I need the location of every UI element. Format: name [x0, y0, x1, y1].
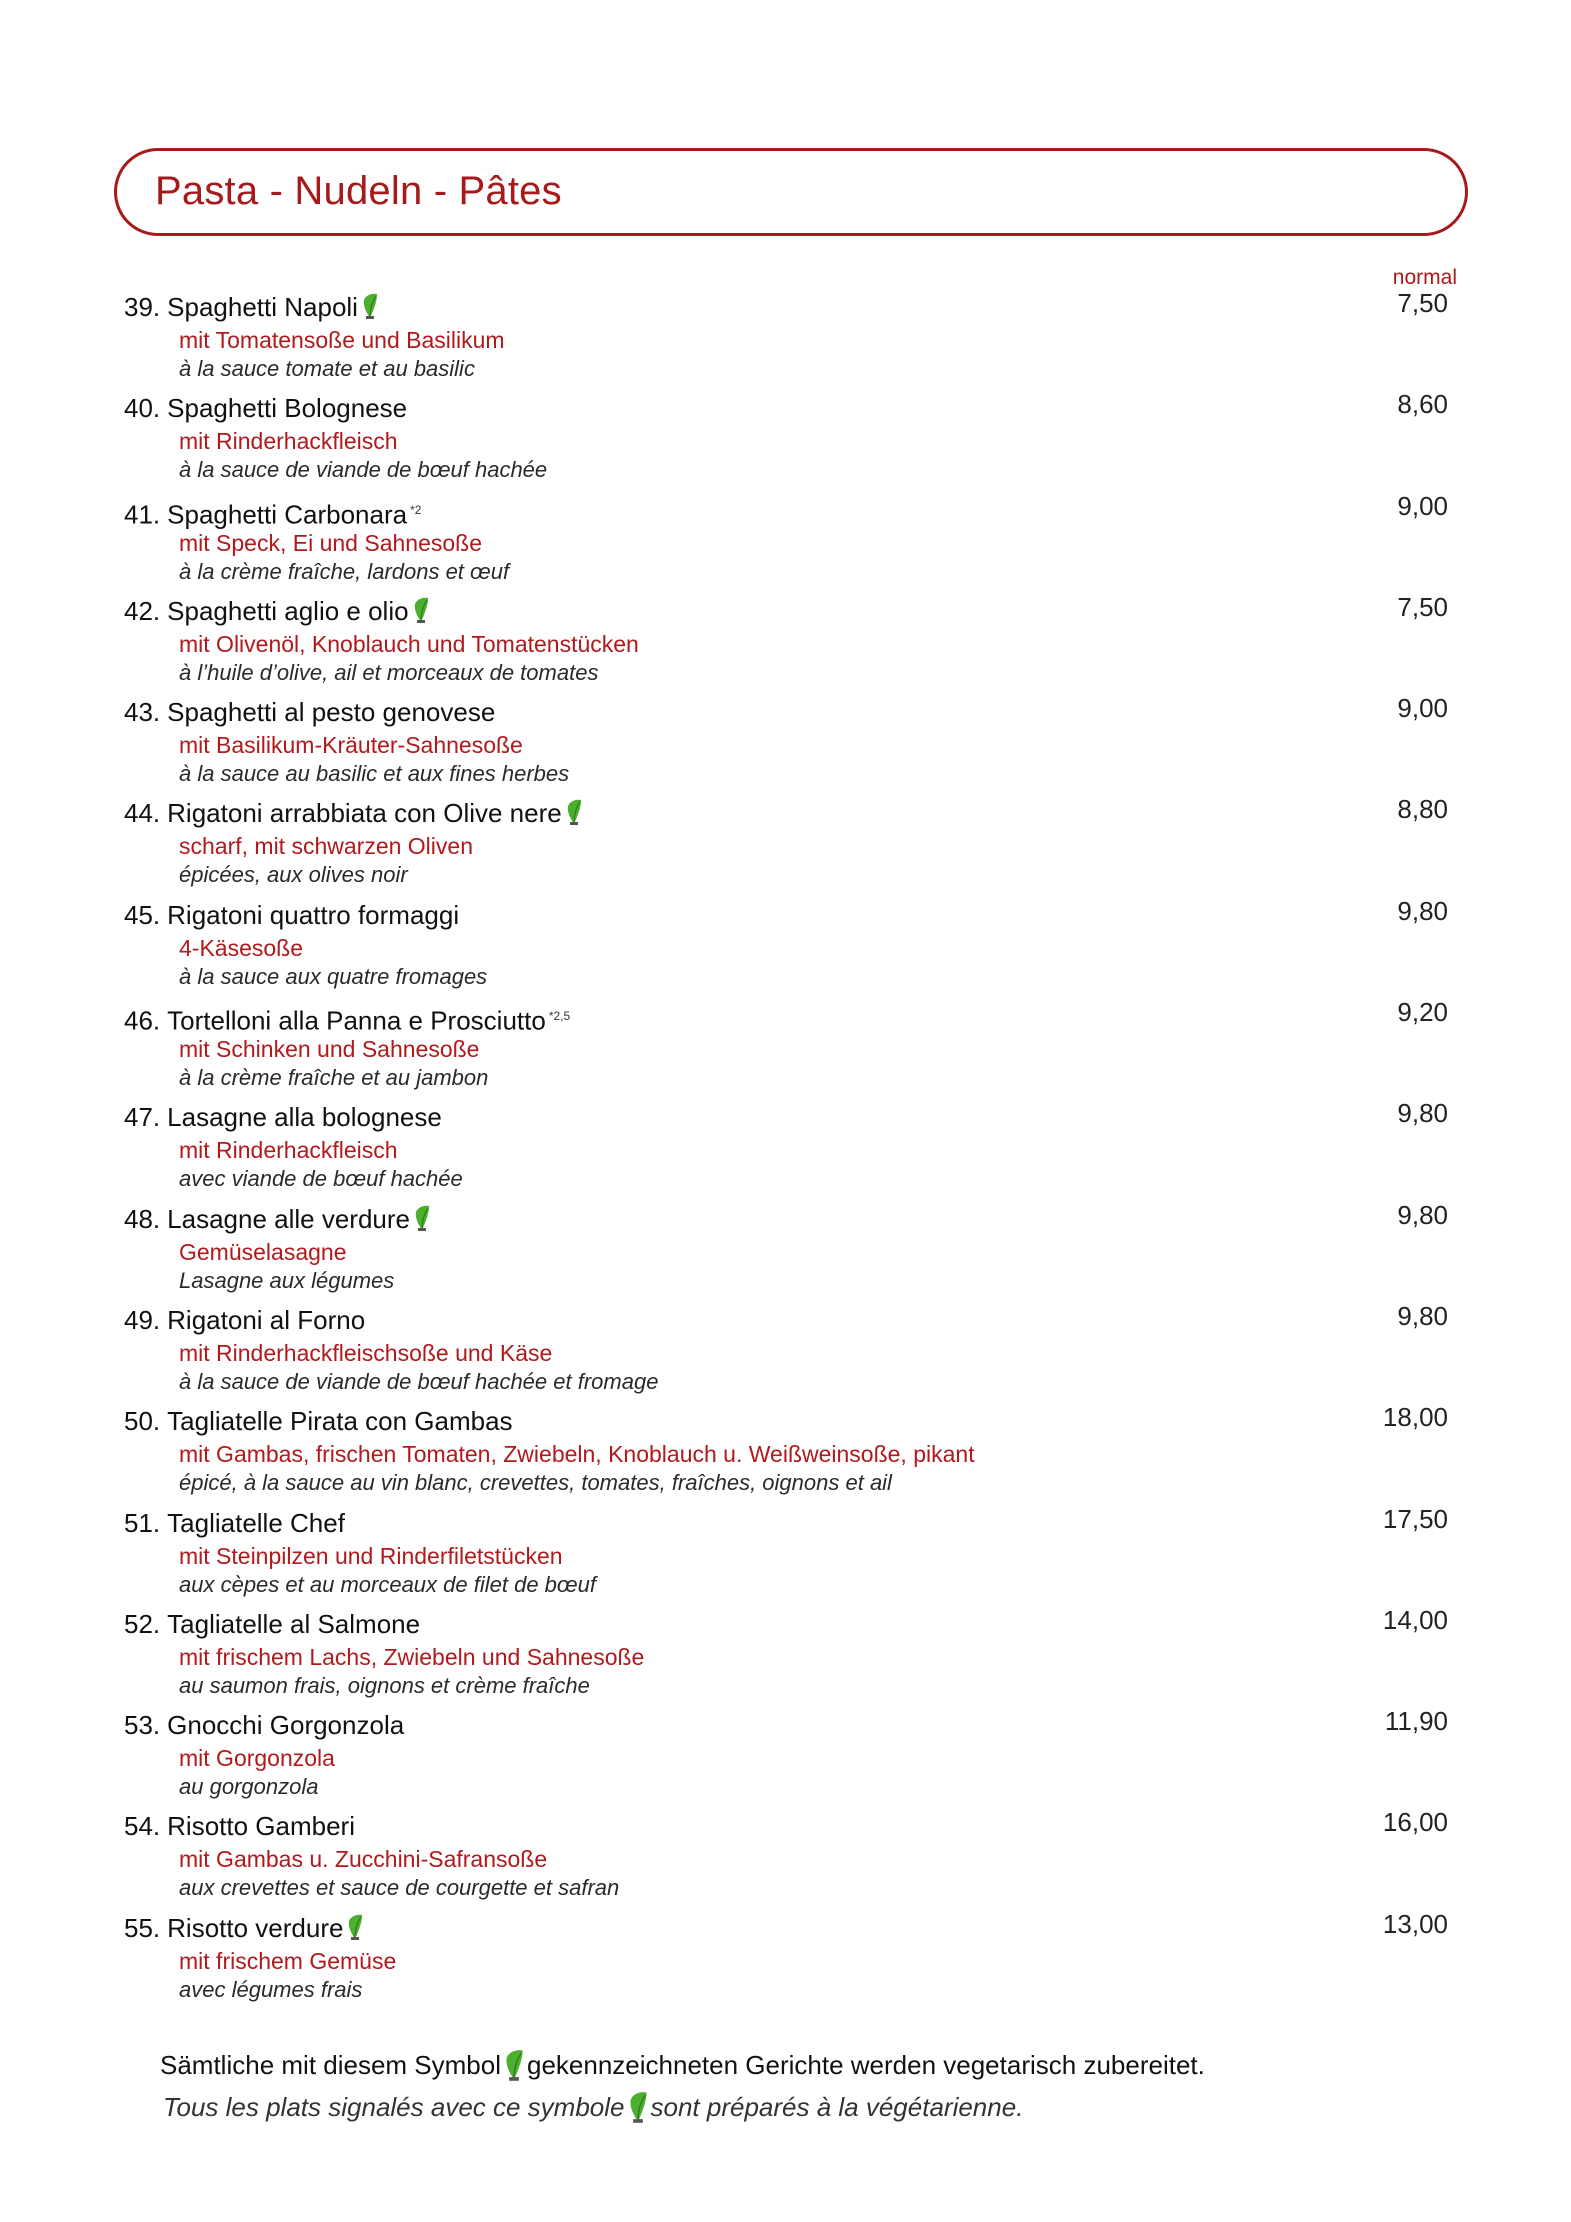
- dish-description-de: mit Steinpilzen und Rinderfiletstücken: [179, 1542, 563, 1569]
- menu-item: [124, 895, 1458, 1001]
- dish-title: [124, 1001, 570, 1036]
- menu-item: [124, 591, 1458, 697]
- dish-number: 49.: [124, 1304, 161, 1335]
- dish-number: 55.: [124, 1912, 161, 1943]
- vegetarian-leaf-icon: [361, 292, 379, 320]
- dish-name: Lasagne alla bolognese: [167, 1102, 442, 1133]
- menu-item: [124, 1098, 1458, 1203]
- menu-item: [124, 1807, 1458, 1912]
- dish-number: 50.: [124, 1406, 161, 1437]
- menu-list: [124, 288, 1458, 2014]
- dish-title: [124, 393, 407, 423]
- dish-description-fr: épicé, à la sauce au vin blanc, crevettes, tomates, fraîches, oignons et ail: [179, 1470, 892, 1496]
- dish-price: 9,80: [1397, 895, 1448, 926]
- dish-name: Rigatoni quattro formaggi: [167, 899, 460, 930]
- dish-price: 11,90: [1384, 1706, 1448, 1737]
- dish-description-de: mit Basilikum-Kräuter-Sahnesoße: [179, 732, 523, 759]
- dish-description-fr: à l’huile d’olive, ail et morceaux de tomates: [179, 659, 599, 685]
- dish-price: 17,50: [1382, 1503, 1448, 1534]
- dish-description-de: mit Gambas u. Zucchini-Safransoße: [179, 1846, 548, 1873]
- footer-vegetarian-note-de: [160, 2048, 1205, 2082]
- menu-item: [124, 1300, 1458, 1406]
- dish-name: Risotto Gamberi: [167, 1811, 355, 1842]
- dish-description-de: mit frischem Lachs, Zwiebeln und Sahnesoße: [179, 1643, 645, 1670]
- dish-price: 9,00: [1397, 693, 1448, 724]
- dish-description-de: mit frischem Gemüse: [179, 1947, 397, 1974]
- menu-item: [124, 288, 1458, 393]
- dish-number: 54.: [124, 1811, 161, 1842]
- price-column-label: normal: [1392, 266, 1457, 289]
- dish-name: Gnocchi Gorgonzola: [167, 1710, 405, 1741]
- dish-price: 9,20: [1397, 997, 1448, 1028]
- dish-description-fr: à la sauce de viande de bœuf hachée et fromage: [179, 1368, 659, 1394]
- dish-price: 8,80: [1397, 794, 1448, 825]
- dish-description-fr: Lasagne aux légumes: [179, 1267, 395, 1293]
- dish-description-de: mit Gorgonzola: [179, 1745, 335, 1772]
- dish-number: 48.: [124, 1203, 161, 1234]
- menu-item: [124, 389, 1458, 494]
- dish-description-fr: au saumon frais, oignons et crème fraîche: [179, 1672, 590, 1698]
- dish-number: 47.: [124, 1102, 161, 1133]
- dish-description-fr: avec légumes frais: [179, 1976, 363, 2002]
- dish-description-fr: épicées, aux olives noir: [179, 862, 408, 888]
- dish-description-fr: à la sauce tomate et au basilic: [179, 356, 475, 381]
- vegetarian-leaf-icon: [565, 798, 583, 826]
- dish-description-de: mit Rinderhackfleisch: [179, 1137, 398, 1164]
- dish-description-de: mit Rinderhackfleisch: [179, 428, 398, 455]
- dish-title: [124, 1508, 345, 1538]
- dish-title: [124, 495, 421, 530]
- dish-price: 9,80: [1397, 1199, 1448, 1230]
- dish-number: 39.: [124, 292, 161, 322]
- dish-price: 8,60: [1397, 389, 1448, 420]
- dish-name: Tagliatelle Pirata con Gambas: [167, 1406, 513, 1437]
- menu-item: [124, 794, 1458, 899]
- footer-fr-text-after: sont préparés à la végétarienne.: [650, 2092, 1024, 2122]
- dish-price: 9,00: [1397, 490, 1448, 521]
- dish-description-fr: aux cèpes et au morceaux de filet de bœuf: [179, 1571, 597, 1597]
- dish-description-fr: avec viande de bœuf hachée: [179, 1166, 463, 1192]
- dish-price: 7,50: [1397, 288, 1448, 318]
- allergen-note: *2,5: [548, 1009, 571, 1024]
- dish-title: [124, 596, 430, 626]
- dish-description-fr: aux crevettes et sauce de courgette et safran: [179, 1875, 620, 1901]
- dish-name: Spaghetti Bolognese: [167, 393, 408, 424]
- dish-description-de: mit Schinken und Sahnesoße: [179, 1036, 480, 1063]
- dish-title: [124, 900, 459, 930]
- dish-title: [124, 1913, 364, 1943]
- dish-price: 7,50: [1397, 591, 1448, 622]
- dish-title: [124, 1609, 420, 1639]
- dish-number: 53.: [124, 1710, 161, 1741]
- dish-description-de: Gemüselasagne: [179, 1238, 347, 1265]
- footer-fr-text-before: Tous les plats signalés avec ce symbole: [163, 2092, 625, 2122]
- dish-description-de: scharf, mit schwarzen Oliven: [179, 833, 473, 860]
- dish-description-fr: à la sauce de viande de bœuf hachée: [179, 457, 548, 483]
- dish-name: Spaghetti Napoli: [167, 292, 358, 322]
- dish-description-de: mit Gambas, frischen Tomaten, Zwiebeln, Knoblauch u. Weißweinsoße, pikant: [179, 1441, 975, 1468]
- dish-description-de: 4-Käsesoße: [179, 934, 304, 961]
- dish-description-fr: à la sauce aux quatre fromages: [179, 963, 488, 989]
- dish-title: [124, 1811, 355, 1841]
- dish-description-fr: à la crème fraîche, lardons et œuf: [179, 558, 510, 584]
- dish-number: 45.: [124, 899, 161, 930]
- dish-name: Spaghetti Carbonara: [167, 499, 408, 530]
- dish-price: 13,00: [1382, 1908, 1448, 1939]
- dish-name: Lasagne alle verdure: [167, 1203, 410, 1234]
- menu-item: [124, 1402, 1458, 1507]
- dish-description-de: mit Olivenöl, Knoblauch und Tomatenstücken: [179, 630, 639, 657]
- footer-vegetarian-note-fr: [163, 2090, 1023, 2124]
- dish-title: [124, 1204, 431, 1234]
- dish-title: [124, 292, 379, 322]
- dish-description-fr: à la sauce au basilic et aux fines herbes: [179, 761, 570, 787]
- vegetarian-leaf-icon: [413, 1204, 431, 1232]
- dish-number: 43.: [124, 697, 161, 728]
- section-header-box: [114, 148, 1468, 236]
- dish-name: Rigatoni al Forno: [167, 1304, 366, 1335]
- dish-price: 14,00: [1382, 1604, 1448, 1635]
- dish-price: 16,00: [1382, 1807, 1448, 1838]
- menu-item: [124, 1706, 1458, 1811]
- vegetarian-leaf-icon: [346, 1913, 364, 1941]
- dish-name: Spaghetti aglio e olio: [167, 595, 409, 626]
- vegetarian-leaf-icon: [503, 2048, 525, 2082]
- dish-description-de: mit Tomatensoße und Basilikum: [179, 327, 505, 353]
- dish-title: [124, 697, 495, 727]
- footer-de-text-after: gekennzeichneten Gerichte werden vegetarisch zubereitet.: [527, 2050, 1205, 2080]
- vegetarian-leaf-icon: [627, 2090, 649, 2124]
- dish-number: 42.: [124, 595, 161, 626]
- dish-number: 40.: [124, 393, 161, 424]
- menu-item: [124, 1908, 1458, 2014]
- dish-name: Tagliatelle Chef: [167, 1507, 345, 1538]
- dish-price: 18,00: [1382, 1402, 1448, 1433]
- allergen-note: *2: [410, 502, 422, 517]
- menu-item: [124, 693, 1458, 798]
- dish-description-fr: au gorgonzola: [179, 1774, 319, 1800]
- dish-title: [124, 1305, 365, 1335]
- dish-name: Tortelloni alla Panna e Prosciutto: [167, 1005, 546, 1036]
- dish-name: Rigatoni arrabbiata con Olive nere: [167, 798, 562, 829]
- dish-price: 9,80: [1397, 1098, 1448, 1129]
- section-title: Pasta - Nudeln - Pâtes: [155, 169, 562, 213]
- dish-title: [124, 1406, 513, 1436]
- dish-number: 51.: [124, 1507, 161, 1538]
- dish-description-de: mit Speck, Ei und Sahnesoße: [179, 529, 482, 556]
- dish-number: 41.: [124, 499, 161, 530]
- dish-name: Tagliatelle al Salmone: [167, 1608, 421, 1639]
- dish-title: [124, 1102, 442, 1132]
- dish-name: Risotto verdure: [167, 1912, 344, 1943]
- vegetarian-leaf-icon: [412, 596, 430, 624]
- dish-number: 44.: [124, 798, 161, 829]
- dish-number: 46.: [124, 1005, 161, 1036]
- menu-item: [124, 997, 1458, 1102]
- dish-description-de: mit Rinderhackfleischsoße und Käse: [179, 1339, 553, 1366]
- footer-de-text-before: Sämtliche mit diesem Symbol: [160, 2050, 501, 2080]
- menu-item: [124, 1604, 1458, 1710]
- dish-description-fr: à la crème fraîche et au jambon: [179, 1065, 489, 1091]
- dish-title: [124, 798, 583, 828]
- menu-item: [124, 1199, 1458, 1305]
- dish-number: 52.: [124, 1608, 161, 1639]
- dish-name: Spaghetti al pesto genovese: [167, 697, 496, 728]
- dish-title: [124, 1710, 404, 1740]
- menu-item: [124, 490, 1458, 596]
- dish-price: 9,80: [1397, 1300, 1448, 1331]
- menu-item: [124, 1503, 1458, 1609]
